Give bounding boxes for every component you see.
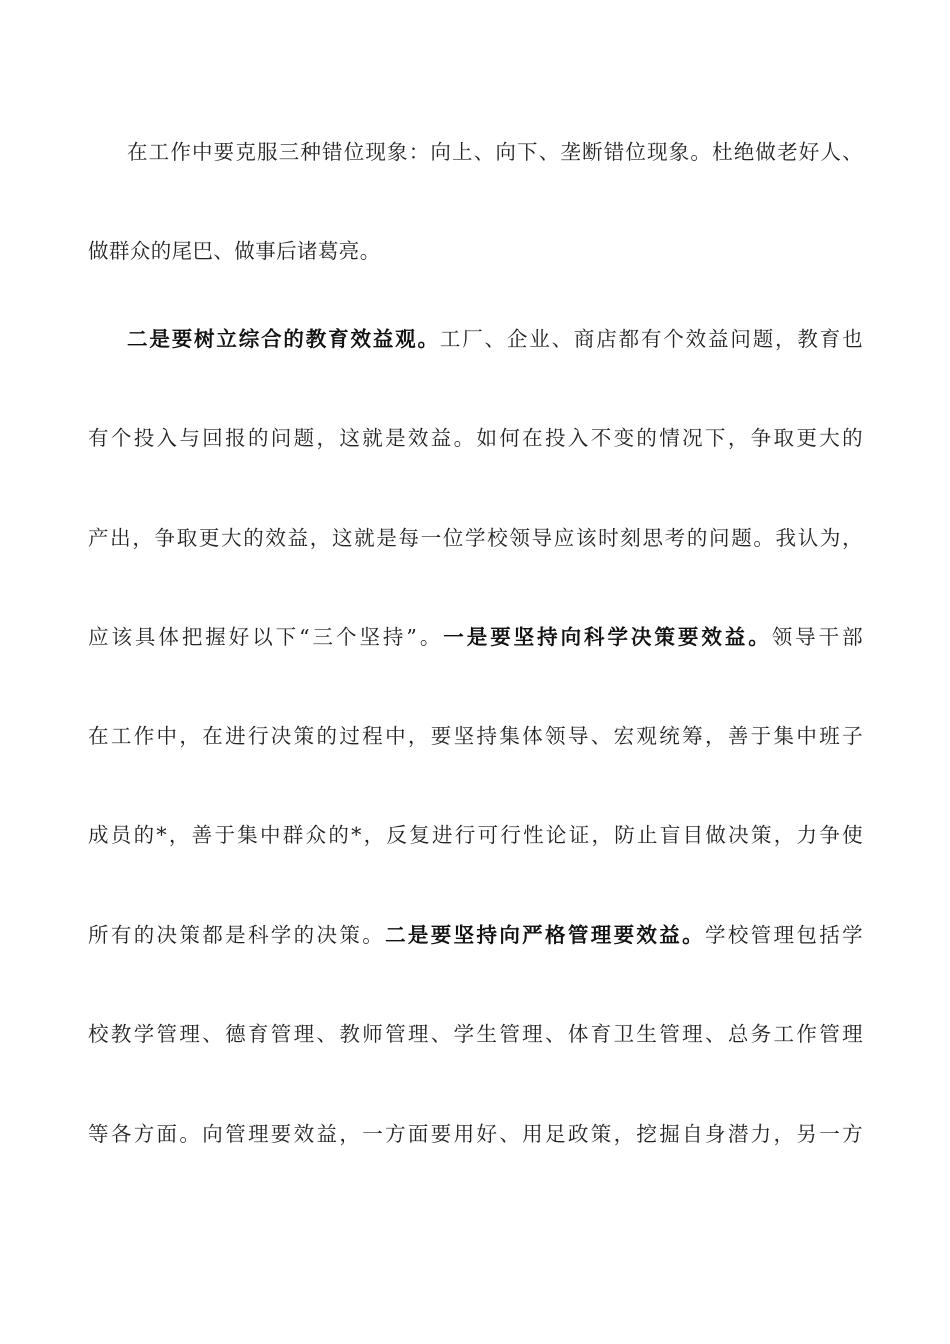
bold-heading-segment: 二是要树立综合的教育效益观。 <box>127 327 440 351</box>
text-segment: 在工作中，在进行决策的过程中，要坚持集体领导、宏观统筹，善于集中班子 <box>88 724 863 748</box>
text-segment: 应该具体把握好以下“三个坚持”。 <box>88 625 444 649</box>
text-line-7 <box>88 716 863 756</box>
text-line-8 <box>88 815 863 855</box>
text-segment: 在工作中要克服三种错位现象：向上、向下、垄断错位现象。杜绝做老好人、 <box>127 140 863 164</box>
text-segment: 做群众的尾巴、做事后诸葛亮。 <box>88 239 381 263</box>
text-segment: 有个投入与回报的问题，这就是效益。如何在投入不变的情况下，争取更大的 <box>88 426 863 450</box>
text-line-11 <box>88 1114 863 1154</box>
text-segment: 学校管理包括学 <box>704 923 863 947</box>
text-line-2 <box>88 231 863 271</box>
text-line-6 <box>88 617 863 657</box>
text-line-4 <box>88 418 863 458</box>
text-segment: 成员的*，善于集中群众的*，反复进行可行性论证，防止盲目做决策，力争使 <box>88 823 863 847</box>
text-line-1 <box>127 132 863 172</box>
bold-heading-segment: 二是要坚持向严格管理要效益。 <box>385 923 705 947</box>
text-line-3 <box>127 319 863 359</box>
text-segment: 所有的决策都是科学的决策。 <box>88 923 386 947</box>
text-line-5 <box>88 518 863 558</box>
text-segment: 工厂、企业、商店都有个效益问题，教育也 <box>439 327 863 351</box>
text-line-10 <box>88 1014 863 1054</box>
bold-heading-segment: 一是要坚持向科学决策要效益。 <box>443 625 772 649</box>
text-segment: 校教学管理、德育管理、教师管理、学生管理、体育卫生管理、总务工作管理 <box>88 1022 863 1046</box>
text-line-9 <box>88 915 863 955</box>
text-segment: 等各方面。向管理要效益，一方面要用好、用足政策，挖掘自身潜力，另一方 <box>88 1122 863 1146</box>
text-segment: 产出，争取更大的效益，这就是每一位学校领导应该时刻思考的问题。我认为， <box>88 526 863 550</box>
text-segment: 领导干部 <box>771 625 863 649</box>
